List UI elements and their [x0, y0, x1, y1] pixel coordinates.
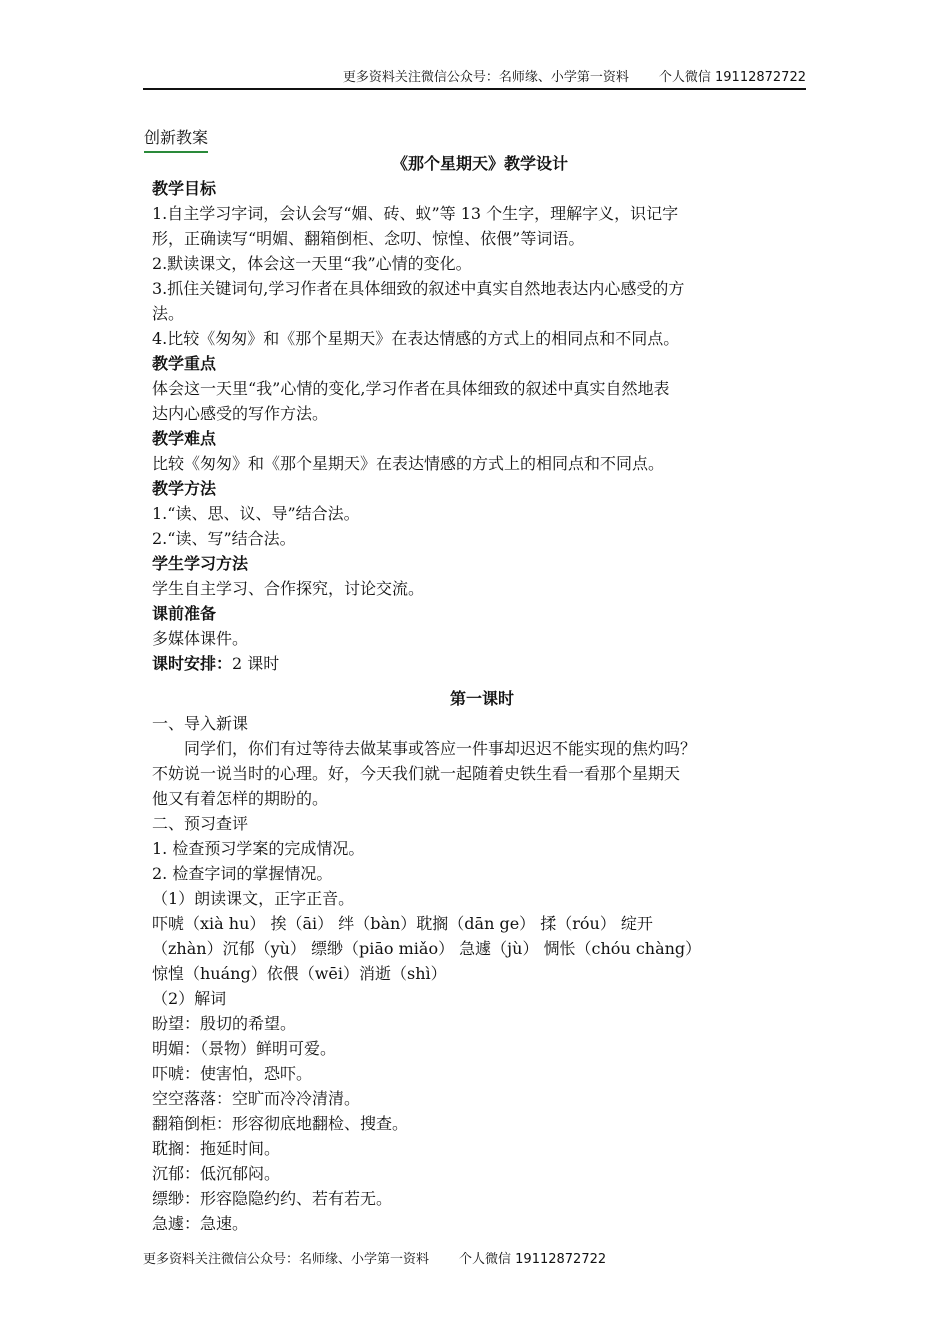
document-title: 《那个星期天》教学设计 — [391, 154, 568, 173]
goal-line: 法。 — [152, 304, 185, 323]
header-left-text: 更多资料关注微信公众号：名师缘、小学第一资料 — [342, 70, 629, 85]
lesson-line: 不妨说一说当时的心理。好，今天我们就一起随着史铁生看一看那个星期天 — [152, 764, 681, 783]
key-line: 达内心感受的写作方法。 — [152, 404, 329, 423]
goal-line: 3.抓住关键词句,学习作者在具体细致的叙述中真实自然地表达内心感受的方 — [152, 279, 685, 298]
section-heading-difficulty: 教学难点 — [152, 429, 217, 448]
page-footer — [143, 1248, 806, 1267]
lesson-line: 缥缈：形容隐隐约约、若有若无。 — [152, 1189, 393, 1208]
lesson-line: （2）解词 — [152, 989, 227, 1008]
lesson-one-body — [152, 711, 812, 1236]
goal-line: 4.比较《匆匆》和《那个星期天》在表达情感的方式上的相同点和不同点。 — [152, 329, 680, 348]
lesson-line: 空空落落：空旷而冷冷清清。 — [152, 1089, 361, 1108]
goal-line: 1.自主学习字词，会认会写“媚、砖、蚁”等 13 个生字，理解字义，识记字 — [152, 204, 679, 223]
lesson-line: （zhàn）沉郁（yù） 缥缈（piāo miǎo） 急遽（jù） 惆怅（chóu chàng） — [152, 939, 702, 958]
difficulty-line: 比较《匆匆》和《那个星期天》在表达情感的方式上的相同点和不同点。 — [152, 454, 665, 473]
lesson-line: 他又有着怎样的期盼的。 — [152, 789, 329, 808]
lesson-line: 二、预习查评 — [152, 814, 249, 833]
section-heading-goals: 教学目标 — [152, 179, 217, 198]
lesson-line: 明媚：（景物）鲜明可爱。 — [152, 1039, 337, 1058]
footer-right-text: 个人微信 19112872722 — [459, 1252, 607, 1267]
lesson-line: 吓唬（xià hu） 挨（āi） 绊（bàn）耽搁（dān ge） 揉（róu） 绽开 — [152, 914, 653, 933]
lesson-line: 翻箱倒柜：形容彻底地翻检、搜查。 — [152, 1114, 409, 1133]
section-heading-method: 教学方法 — [152, 479, 217, 498]
lesson-line: 急遽：急速。 — [152, 1214, 249, 1233]
goal-line: 形，正确读写“明媚、翻箱倒柜、念叨、惊惶、依偎”等词语。 — [152, 229, 585, 248]
lesson-line: 吓唬：使害怕，恐吓。 — [152, 1064, 313, 1083]
key-line: 体会这一天里“我”心情的变化,学习作者在具体细致的叙述中真实自然地表 — [152, 379, 670, 398]
lesson-line: 1. 检查预习学案的完成情况。 — [152, 839, 365, 858]
schedule-line — [152, 651, 812, 676]
lesson-line: 2. 检查字词的掌握情况。 — [152, 864, 333, 883]
section-heading-student-method: 学生学习方法 — [152, 554, 249, 573]
section-heading-key: 教学重点 — [152, 354, 217, 373]
lesson-plan-overview — [152, 176, 812, 676]
page-header — [143, 66, 806, 90]
method-line: 2.“读、写”结合法。 — [152, 529, 296, 548]
lesson-line: （1）朗读课文，正字正音。 — [152, 889, 355, 908]
lesson-line: 同学们，你们有过等待去做某事或答应一件事却迟迟不能实现的焦灼吗？ — [184, 739, 697, 758]
section-heading-preparation: 课前准备 — [152, 604, 217, 623]
lesson-line: 沉郁：低沉郁闷。 — [152, 1164, 281, 1183]
lesson-one — [152, 686, 812, 1236]
method-line: 1.“读、思、议、导”结合法。 — [152, 504, 360, 523]
header-right-text: 个人微信 19112872722 — [658, 70, 806, 85]
lesson-one-title: 第一课时 — [449, 689, 514, 708]
lesson-line: 一、导入新课 — [152, 714, 249, 733]
footer-left-text: 更多资料关注微信公众号：名师缘、小学第一资料 — [143, 1252, 430, 1267]
lesson-line: 惊惶（huáng）依偎（wēi）消逝（shì） — [152, 964, 447, 983]
schedule-label: 课时安排： — [152, 654, 233, 673]
lesson-line: 盼望：殷切的希望。 — [152, 1014, 297, 1033]
student-method-line: 学生自主学习、合作探究，讨论交流。 — [152, 579, 425, 598]
goal-line: 2.默读课文，体会这一天里“我”心情的变化。 — [152, 254, 472, 273]
lesson-line: 耽搁：拖延时间。 — [152, 1139, 281, 1158]
preparation-line: 多媒体课件。 — [152, 629, 249, 648]
schedule-value: 2 课时 — [232, 654, 280, 673]
category-tag: 创新教案 — [144, 125, 208, 153]
